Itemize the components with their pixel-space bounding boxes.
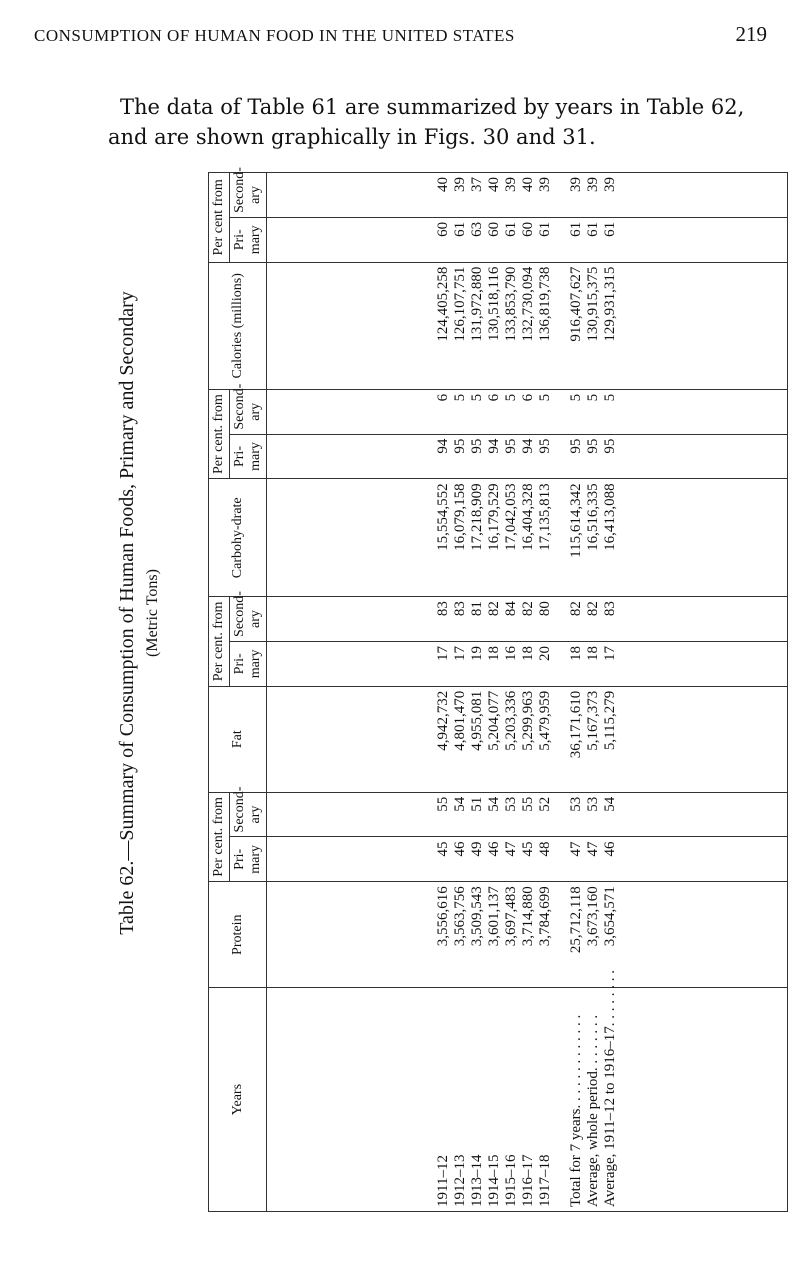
carbohydrate-cell: [267, 479, 788, 597]
cal-primary-value: 60: [435, 221, 451, 237]
table-title-text: Table 62.—Summary of Consumption of Human Foods, Primary and Secondary: [116, 291, 138, 935]
protein-primary-summary-value: 47: [585, 841, 601, 857]
cal-primary-summary-value: 61: [602, 221, 618, 237]
fat-secondary-summary-value: 82: [585, 601, 601, 617]
calories-summary-value: 916,407,627: [568, 266, 584, 342]
calories-summary-value: 129,931,315: [602, 266, 618, 342]
fat-primary-summary-value: 18: [585, 645, 601, 661]
cal-secondary-value: 39: [537, 177, 553, 192]
cal-primary-value: 61: [537, 221, 553, 237]
col-protein: Protein: [209, 882, 267, 988]
col-fat-secondary: Second-ary: [230, 597, 267, 642]
col-cal-per-cent: Per cent from: [209, 173, 230, 263]
carb-primary-summary-value: 95: [568, 438, 584, 454]
col-protein-secondary: Second-ary: [230, 792, 267, 837]
col-fat: Fat: [209, 686, 267, 792]
cal-secondary-value: 40: [435, 177, 451, 192]
row-spacer: [554, 992, 568, 1207]
fat-primary-value: 16: [503, 645, 519, 661]
row-spacer: [554, 797, 568, 833]
carbohydrate-summary-value: 16,516,335: [585, 483, 601, 551]
col-fat-per-cent: Per cent. from: [209, 597, 230, 687]
col-fat-primary: Pri-mary: [230, 641, 267, 686]
protein-secondary-value: 55: [520, 796, 536, 812]
row-spacer: [554, 394, 568, 430]
years-value: 1913–14: [469, 1154, 485, 1207]
protein-secondary-summary-value: 53: [568, 796, 584, 812]
row-spacer: [554, 886, 568, 983]
fat-secondary-value: 80: [537, 601, 553, 617]
col-carb-primary: Pri-mary: [230, 434, 267, 479]
calories-value: 136,819,738: [537, 266, 553, 342]
calories-value: 126,107,751: [452, 266, 468, 342]
protein-secondary-summary-value: 53: [585, 796, 601, 812]
col-carb-per-cent: Per cent. from: [209, 389, 230, 479]
cal-secondary-cell: [267, 173, 788, 218]
fat-primary-value: 18: [520, 645, 536, 661]
carbohydrate-value: 17,042,053: [503, 483, 519, 551]
fat-value: 5,204,077: [486, 690, 502, 751]
protein-primary-value: 46: [486, 841, 502, 857]
intro-line-1: The data of Table 61 are summarized by years in Table 62,: [120, 95, 745, 119]
protein-secondary-value: 54: [452, 796, 468, 812]
carb-primary-value: 95: [537, 438, 553, 454]
protein-summary-value: 3,654,571: [602, 886, 618, 947]
cal-secondary-summary-value: 39: [585, 177, 601, 192]
fat-value: 5,479,959: [537, 690, 553, 751]
calories-summary-value: 130,915,375: [585, 266, 601, 342]
cal-secondary-summary-value: 39: [568, 177, 584, 192]
protein-primary-value: 49: [469, 841, 485, 857]
carb-secondary-summary-value: 5: [602, 393, 618, 402]
carb-primary-value: 94: [435, 438, 451, 454]
carb-primary-summary-value: 95: [585, 438, 601, 454]
calories-value: 132,730,094: [520, 266, 536, 342]
carbohydrate-value: 16,079,158: [452, 483, 468, 551]
running-header: [34, 22, 767, 47]
header-row-1: [209, 173, 230, 1212]
protein-secondary-value: 53: [503, 796, 519, 812]
carbohydrate-value: 16,179,529: [486, 483, 502, 551]
protein-secondary-summary-value: 54: [602, 796, 618, 812]
years-summary-value: Average, 1911–12 to 1916–17. . . . . . . .: [602, 969, 618, 1207]
protein-value: 3,784,699: [537, 886, 553, 947]
col-carbohydrate: Carbohy-drate: [209, 479, 267, 597]
carb-secondary-value: 6: [486, 393, 502, 402]
col-protein-primary: Pri-mary: [230, 837, 267, 882]
row-spacer: [554, 267, 568, 385]
protein-primary-value: 45: [520, 841, 536, 857]
carb-secondary-value: 5: [469, 393, 485, 402]
protein-secondary-value: 55: [435, 796, 451, 812]
cal-secondary-value: 40: [486, 177, 502, 192]
fat-primary-summary-value: 18: [568, 645, 584, 661]
row-spacer: [554, 439, 568, 475]
protein-primary-summary-value: 46: [602, 841, 618, 857]
row-spacer: [554, 483, 568, 592]
fat-secondary-value: 83: [452, 601, 468, 617]
cal-primary-summary-value: 61: [585, 221, 601, 237]
years-value: 1916–17: [520, 1154, 536, 1207]
fat-cell: [267, 686, 788, 792]
row-spacer: [554, 222, 568, 258]
fat-secondary-value: 82: [486, 601, 502, 617]
fat-secondary-value: 83: [435, 601, 451, 617]
table-title: [116, 173, 161, 1053]
protein-value: 3,697,483: [503, 886, 519, 947]
years-summary-value: Average, whole period. . . . . . . .: [585, 1014, 601, 1207]
protein-primary-value: 45: [435, 841, 451, 857]
fat-primary-value: 18: [486, 645, 502, 661]
years-summary-value: Total for 7 years. . . . . . . . . . . . .: [568, 1014, 584, 1207]
carb-secondary-value: 6: [520, 393, 536, 402]
protein-secondary-value: 54: [486, 796, 502, 812]
carb-secondary-summary-value: 5: [585, 393, 601, 402]
col-protein-per-cent: Per cent. from: [209, 792, 230, 882]
carb-primary-value: 95: [469, 438, 485, 454]
cal-primary-value: 61: [503, 221, 519, 237]
carb-primary-value: 95: [503, 438, 519, 454]
protein-primary-value: 46: [452, 841, 468, 857]
fat-value: 5,299,963: [520, 690, 536, 751]
cal-primary-value: 61: [452, 221, 468, 237]
carb-primary-value: 95: [452, 438, 468, 454]
protein-secondary-cell: [267, 792, 788, 837]
page-number: 219: [735, 22, 767, 46]
protein-value: 3,714,880: [520, 886, 536, 947]
summary-table: [208, 167, 788, 1212]
carb-primary-value: 94: [520, 438, 536, 454]
col-years: Years: [209, 988, 267, 1212]
col-calories: Calories (millions): [209, 262, 267, 389]
calories-value: 130,518,116: [486, 266, 502, 342]
carb-primary-summary-value: 95: [602, 438, 618, 454]
carb-primary-cell: [267, 434, 788, 479]
protein-primary-summary-value: 47: [568, 841, 584, 857]
col-cal-secondary: Second-ary: [230, 173, 267, 218]
intro-line-2: and are shown graphically in Figs. 30 and 31.: [108, 125, 596, 149]
fat-secondary-value: 84: [503, 601, 519, 617]
years-cell: [267, 969, 788, 1212]
row-spacer: [554, 177, 568, 213]
cal-primary-summary-value: 61: [568, 221, 584, 237]
cal-primary-cell: [267, 217, 788, 262]
years-value: 1915–16: [503, 1154, 519, 1207]
fat-primary-value: 20: [537, 645, 553, 661]
years-value: 1917–18: [537, 1154, 553, 1207]
fat-secondary-summary-value: 83: [602, 601, 618, 617]
row-spacer: [554, 691, 568, 788]
protein-summary-value: 25,712,118: [568, 886, 584, 954]
calories-value: 131,972,880: [469, 266, 485, 342]
fat-primary-value: 19: [469, 645, 485, 661]
fat-primary-cell: [267, 641, 788, 686]
fat-summary-value: 5,115,279: [602, 690, 618, 751]
protein-cell: [267, 882, 788, 988]
carb-secondary-cell: [267, 389, 788, 434]
row-spacer: [554, 601, 568, 637]
table-body-row: [267, 173, 788, 1212]
calories-value: 133,853,790: [503, 266, 519, 342]
cal-primary-value: 60: [486, 221, 502, 237]
years-value: 1912–13: [452, 1154, 468, 1207]
years-value: 1911–12: [435, 1155, 451, 1207]
fat-value: 5,203,336: [503, 690, 519, 751]
fat-secondary-value: 81: [469, 601, 485, 617]
fat-summary-value: 5,167,373: [585, 690, 601, 751]
carb-secondary-value: 5: [452, 393, 468, 402]
protein-value: 3,563,756: [452, 886, 468, 947]
cal-secondary-value: 37: [469, 177, 485, 192]
row-spacer: [554, 646, 568, 682]
protein-secondary-value: 51: [469, 796, 485, 812]
protein-primary-cell: [267, 837, 788, 882]
carbohydrate-value: 16,404,328: [520, 483, 536, 551]
row-spacer: [554, 841, 568, 877]
carb-secondary-value: 6: [435, 393, 451, 402]
fat-value: 4,942,732: [435, 690, 451, 751]
carb-secondary-value: 5: [503, 393, 519, 402]
protein-primary-value: 47: [503, 841, 519, 857]
table-subtitle: (Metric Tons): [144, 569, 161, 657]
col-cal-primary: Pri-mary: [230, 217, 267, 262]
protein-value: 3,509,543: [469, 886, 485, 947]
protein-value: 3,601,137: [486, 886, 502, 947]
cal-secondary-value: 40: [520, 177, 536, 192]
calories-cell: [267, 262, 788, 389]
cal-primary-value: 63: [469, 221, 485, 237]
fat-primary-value: 17: [452, 645, 468, 661]
carbohydrate-value: 17,135,813: [537, 483, 553, 551]
carb-secondary-summary-value: 5: [568, 393, 584, 402]
protein-value: 3,556,616: [435, 886, 451, 947]
running-head: CONSUMPTION OF HUMAN FOOD IN THE UNITED STATES: [34, 26, 515, 45]
summary-table-wrapper: [208, 167, 788, 1212]
cal-primary-value: 60: [520, 221, 536, 237]
fat-value: 4,955,081: [469, 690, 485, 751]
carbohydrate-value: 15,554,552: [435, 483, 451, 551]
cal-secondary-summary-value: 39: [602, 177, 618, 192]
fat-secondary-summary-value: 82: [568, 601, 584, 617]
carbohydrate-summary-value: 16,413,088: [602, 483, 618, 551]
carbohydrate-summary-value: 115,614,342: [568, 483, 584, 558]
protein-secondary-value: 52: [537, 796, 553, 812]
cal-secondary-value: 39: [503, 177, 519, 192]
fat-secondary-cell: [267, 597, 788, 642]
intro-paragraph: [108, 92, 780, 152]
fat-value: 4,801,470: [452, 690, 468, 751]
years-value: 1914–15: [486, 1154, 502, 1207]
fat-primary-summary-value: 17: [602, 645, 618, 661]
carbohydrate-value: 17,218,909: [469, 483, 485, 551]
fat-primary-value: 17: [435, 645, 451, 661]
cal-secondary-value: 39: [452, 177, 468, 192]
fat-secondary-value: 82: [520, 601, 536, 617]
carb-primary-value: 94: [486, 438, 502, 454]
fat-summary-value: 36,171,610: [568, 690, 584, 759]
protein-primary-value: 48: [537, 841, 553, 857]
carb-secondary-value: 5: [537, 393, 553, 402]
calories-value: 124,405,258: [435, 266, 451, 342]
protein-summary-value: 3,673,160: [585, 886, 601, 947]
col-carb-secondary: Second-ary: [230, 389, 267, 434]
